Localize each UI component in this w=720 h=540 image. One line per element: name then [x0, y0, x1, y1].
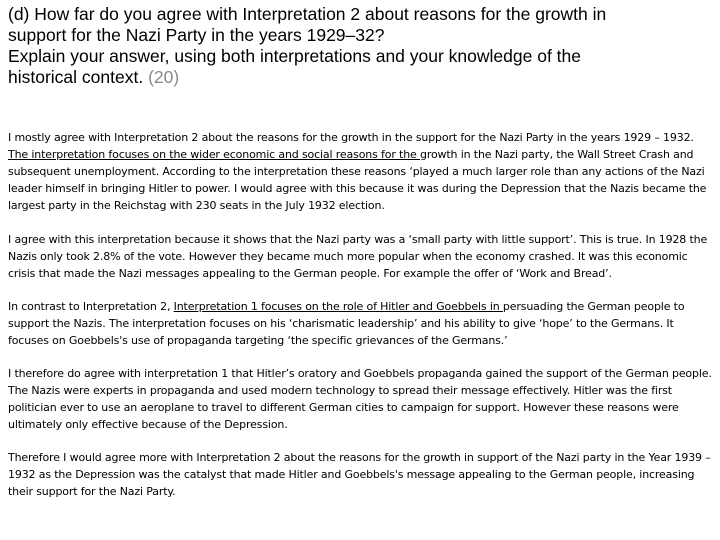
answer-paragraph-1	[8, 129, 714, 214]
paragraph-1-underlined: The interpretation focuses on the wider economic and social reasons for the	[8, 148, 420, 161]
answer-paragraph-4: I therefore do agree with interpretation 1 that Hitler’s oratory and Goebbels propaganda gained the support of the German people. The Nazis were experts in propaganda and used modern technology to spread their message effectively. Hitler was the first politician ever to use an aeroplane to travel to different German cities to campaign for support. However these reasons were ultimately only effective because of the Depression.	[8, 367, 712, 431]
question-line-1: (d) How far do you agree with Interpretation 2 about reasons for the growth in	[8, 4, 607, 24]
question-line-4	[8, 67, 714, 88]
student-answer	[8, 129, 714, 516]
question-line-4-text: historical context.	[8, 67, 149, 87]
answer-paragraph-3	[8, 298, 714, 349]
paragraph-1-rest: growth in the Nazi party, the Wall Street Crash and subsequent unemployment. According to the interpretation these reasons ‘played a much larger role than any actions of the Nazi leader himself in bringing Hitler to power. I would agree with this because it was during the Depression that the Nazis became the largest party in the Reichstag with 230 seats in the July 1932 election.	[8, 148, 707, 212]
paragraph-3-underlined: Interpretation 1 focuses on the role of Hitler and Goebbels in	[173, 300, 503, 313]
answer-paragraph-2: I agree with this interpretation because it shows that the Nazi party was a ‘small party with little support’. This is true. In 1928 the Nazis only took 2.8% of the vote. However they became much more popular when the economy crashed. It was this economic crisis that made the Nazi messages appealing to the German people. For example the offer of ‘Work and Bread’.	[8, 233, 708, 280]
paragraph-1-intro: I mostly agree with Interpretation 2 about the reasons for the growth in the support for the Nazi Party in the years 1929 – 1932.	[8, 131, 694, 144]
paragraph-3-rest: persuading the German people to support the Nazis. The interpretation focuses on his ‘charismatic leadership’ and his ability to give ‘hope’ to the Germans. It focuses on Goebbels's use of propaganda targeting ‘the specific grievances of the Germans.’	[8, 300, 685, 347]
paragraph-3-intro: In contrast to Interpretation 2,	[8, 300, 174, 313]
exam-question	[8, 4, 714, 88]
answer-paragraph-5: Therefore I would agree more with Interpretation 2 about the reasons for the growth in support of the Nazi party in the Year 1939 – 1932 as the Depression was the catalyst that made Hitler and Goebbels's message appealing to the German people, increasing their support for the Nazi Party.	[8, 451, 711, 498]
marks-label: (20)	[148, 67, 180, 87]
question-line-2: support for the Nazi Party in the years 1929–32?	[8, 25, 385, 45]
question-line-3: Explain your answer, using both interpretations and your knowledge of the	[8, 46, 581, 66]
